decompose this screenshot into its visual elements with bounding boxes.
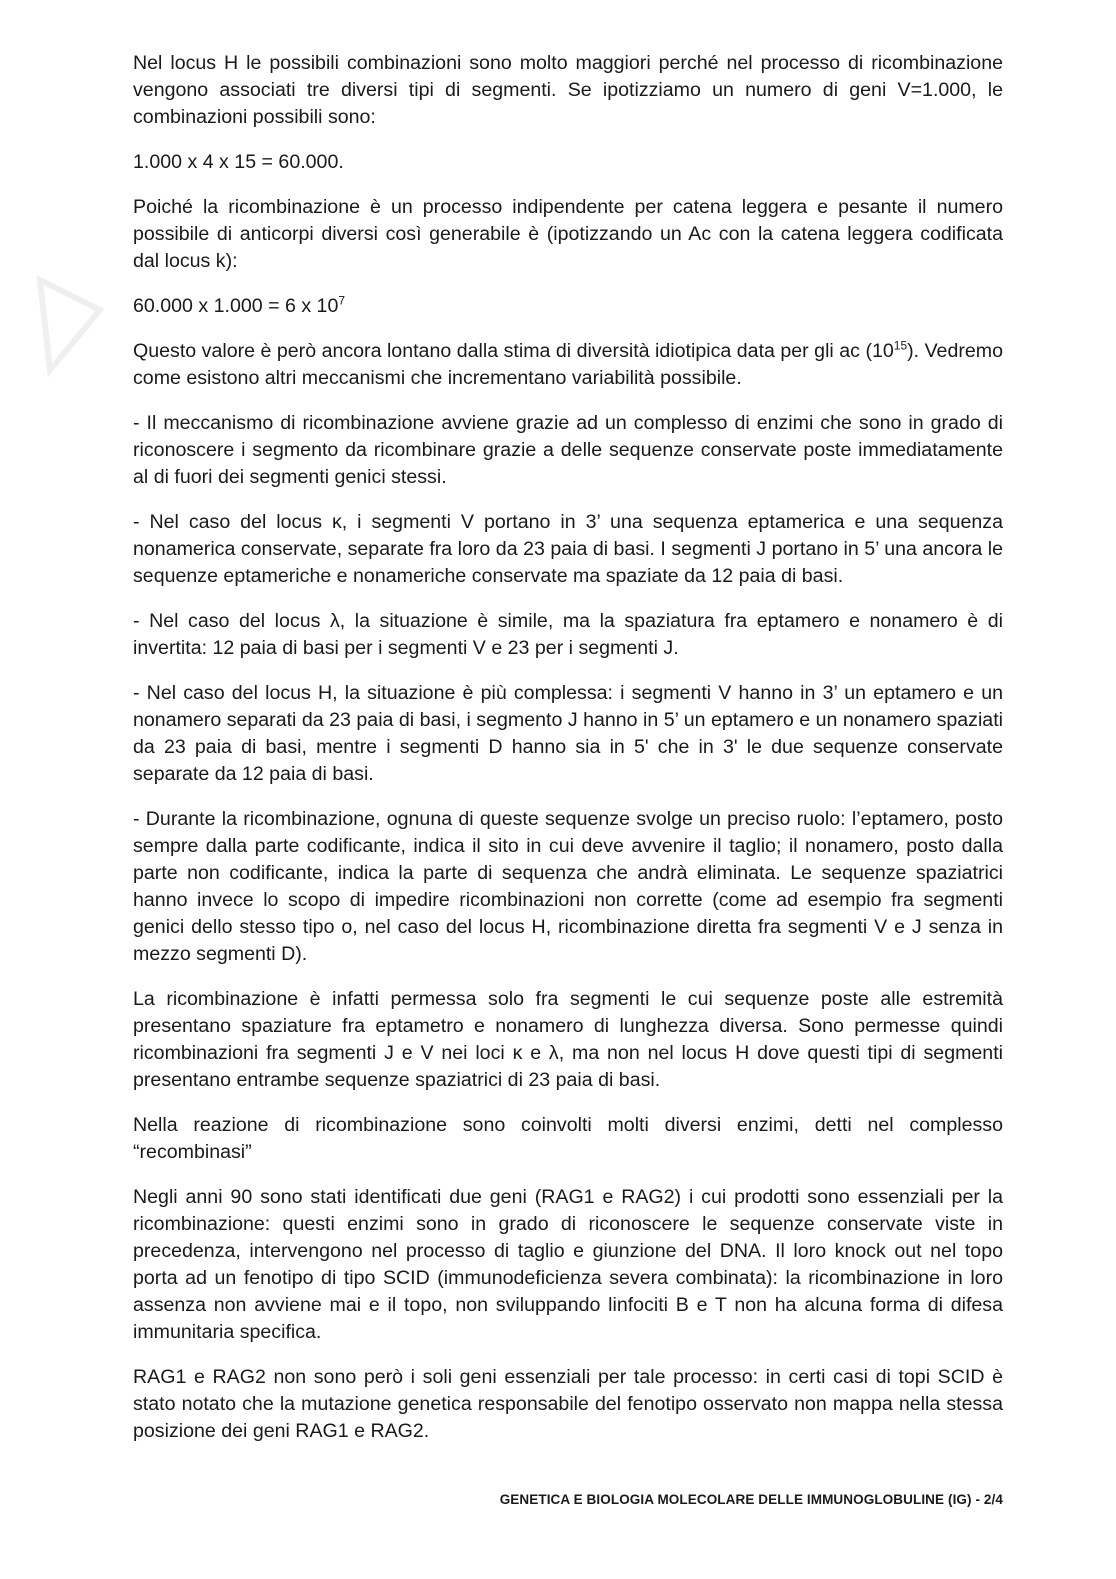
watermark-logo xyxy=(30,270,120,380)
paragraph-independent-recombination: Poiché la ricombinazione è un processo indipendente per catena leggera e pesante il numero possibile di anticorpi diversi così generabile è (ipotizzando un Ac con la catena leggera codificata dal locus k): xyxy=(133,196,1003,272)
paragraph-sequence-roles: - Durante la ricombinazione, ognuna di queste sequenze svolge un preciso ruolo: l’eptamero, posto sempre dalla parte codificante, indica il sito in cui deve avvenire il taglio; il nonamero, posto dalla parte non codificante, indica la parte di sequenza che andrà eliminata. Le sequenze spaziatrici hanno invece lo scopo di impedire ricombinazioni non corrette (come ad esempio fra segmenti genici dello stesso tipo o, nel caso del locus H, ricombinazione diretta fra segmenti V e J senza in mezzo segmenti D). xyxy=(133,808,1003,965)
paragraph-idiotypic-diversity xyxy=(133,338,1003,392)
paragraph-locus-lambda: - Nel caso del locus λ, la situazione è simile, ma la spaziatura fra eptamero e nonamero è di invertita: 12 paia di basi per i segmenti V e 23 per i segmenti J. xyxy=(133,610,1003,659)
paragraph-permitted-recombination: La ricombinazione è infatti permessa solo fra segmenti le cui sequenze poste alle estremità presentano spaziature fra eptametro e nonamero di lunghezza diversa. Sono permesse quindi ricombinazioni fra segmenti J e V nei loci κ e λ, ma non nel locus H dove questi tipi di segmenti presentano entrambe sequenze spaziatrici di 23 paia di basi. xyxy=(133,988,1003,1091)
diversity-text-a: Questo valore è però ancora lontano dalla stima di diversità idiotipica data per gli ac (10 xyxy=(133,340,894,362)
paragraph-recombinasi: Nella reazione di ricombinazione sono coinvolti molti diversi enzimi, detti nel complesso “recombinasi” xyxy=(133,1114,1003,1163)
formula-combinations-h: 1.000 x 4 x 15 = 60.000. xyxy=(133,151,344,173)
paragraph-locus-h-segments: - Nel caso del locus H, la situazione è più complessa: i segmenti V hanno in 3’ un eptamero e un nonamero separati da 23 paia di basi, i segmento J hanno in 5’ un eptamero e un nonamero spaziati da 23 paia di basi, mentre i segmenti D hanno sia in 5' che in 3' le due sequenze conservate separate da 12 paia di basi. xyxy=(133,682,1003,785)
formula-exponent: 7 xyxy=(338,293,346,308)
document-body xyxy=(133,50,1003,1463)
paragraph-locus-kappa: - Nel caso del locus κ, i segmenti V portano in 3’ una sequenza eptamerica e una sequenza nonamerica conservate, separate fra loro da 23 paia di basi. I segmenti J portano in 5’ una ancora le sequenze eptameriche e nonameriche conservate ma spaziate da 12 paia di basi. xyxy=(133,511,1003,587)
diversity-exponent: 15 xyxy=(893,338,908,353)
formula-base: 60.000 x 1.000 = 6 x 10 xyxy=(133,295,339,317)
paragraph-locus-h: Nel locus H le possibili combinazioni sono molto maggiori perché nel processo di ricombinazione vengono associati tre diversi tipi di segmenti. Se ipotizziamo un numero di geni V=1.000, le combinazioni possibili sono: xyxy=(133,52,1003,128)
paragraph-scid-mutation: RAG1 e RAG2 non sono però i soli geni essenziali per tale processo: in certi casi di topi SCID è stato notato che la mutazione genetica responsabile del fenotipo osservato non mappa nella stessa posizione dei geni RAG1 e RAG2. xyxy=(133,1366,1003,1442)
page-footer: GENETICA E BIOLOGIA MOLECOLARE DELLE IMMUNOGLOBULINE (IG) - 2/4 xyxy=(499,1492,1003,1507)
paragraph-rag-genes: Negli anni 90 sono stati identificati due geni (RAG1 e RAG2) i cui prodotti sono essenziali per la ricombinazione: questi enzimi sono in grado di riconoscere le sequenze conservate viste in precedenza, intervengono nel processo di taglio e giunzione del DNA. Il loro knock out nel topo porta ad un fenotipo di tipo SCID (immunodeficienza severa combinata): la ricombinazione in loro assenza non avviene mai e il topo, non sviluppando linfociti B e T non ha alcuna forma di difesa immunitaria specifica. xyxy=(133,1186,1003,1343)
paragraph-recombination-mechanism: - Il meccanismo di ricombinazione avviene grazie ad un complesso di enzimi che sono in grado di riconoscere i segmento da ricombinare grazie a delle sequenze conservate poste immediatamente al di fuori dei segmenti genici stessi. xyxy=(133,412,1003,488)
formula-antibody-count xyxy=(133,293,1003,320)
diversity-text-b: ). Vedremo come esistono altri meccanismi che incrementano variabilità possibile. xyxy=(133,340,1003,389)
